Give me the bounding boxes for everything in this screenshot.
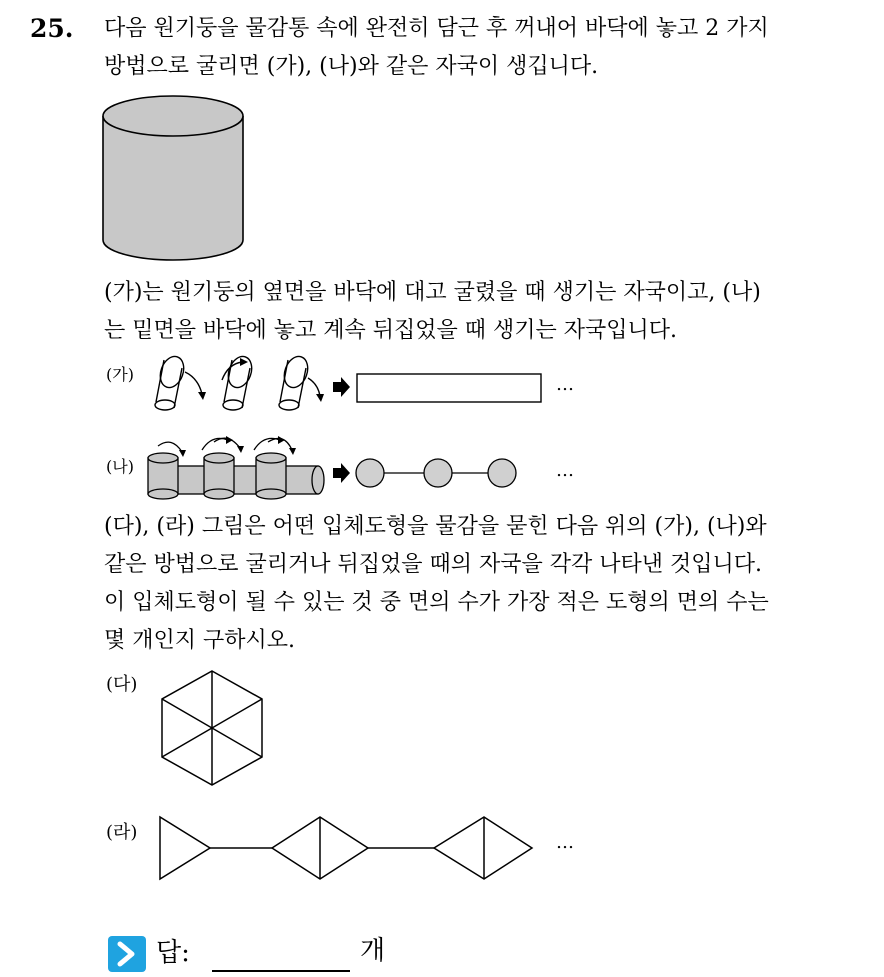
figure-label-ga: (가)	[106, 365, 134, 384]
text-line: 같은 방법으로 굴리거나 뒤집었을 때의 자국을 각각 나타낸 것입니다.	[104, 552, 762, 577]
ellipsis: …	[556, 460, 574, 481]
answer-unit: 개	[360, 936, 386, 966]
figure-label-da: (다)	[106, 674, 138, 695]
figure-label-na: (나)	[106, 457, 134, 476]
text-line: (다), (라) 그림은 어떤 입체도형을 물감을 묻힌 다음 위의 (가), (나)와	[104, 514, 767, 539]
chevron-right-icon	[108, 936, 146, 972]
text-line: 다음 원기둥을 물감통 속에 완전히 담근 후 꺼내어 바닥에 놓고 2 가지	[104, 16, 769, 41]
answer-label: 답:	[156, 938, 190, 968]
text-line: 방법으로 굴리면 (가), (나)와 같은 자국이 생깁니다.	[104, 54, 599, 79]
question-number: 25.	[30, 14, 74, 43]
text-line: 이 입체도형이 될 수 있는 것 중 면의 수가 가장 적은 도형의 면의 수는	[104, 590, 769, 615]
answer-blank[interactable]	[212, 970, 350, 972]
figure-label-ra: (라)	[106, 822, 138, 843]
ellipsis: …	[556, 374, 574, 395]
text-line: (가)는 원기둥의 옆면을 바닥에 대고 굴렸을 때 생기는 자국이고, (나)	[104, 280, 761, 305]
ellipsis: …	[556, 832, 574, 853]
text-line: 몇 개인지 구하시오.	[104, 628, 295, 653]
text-line: 는 밑면을 바닥에 놓고 계속 뒤집었을 때 생기는 자국입니다.	[104, 318, 677, 343]
